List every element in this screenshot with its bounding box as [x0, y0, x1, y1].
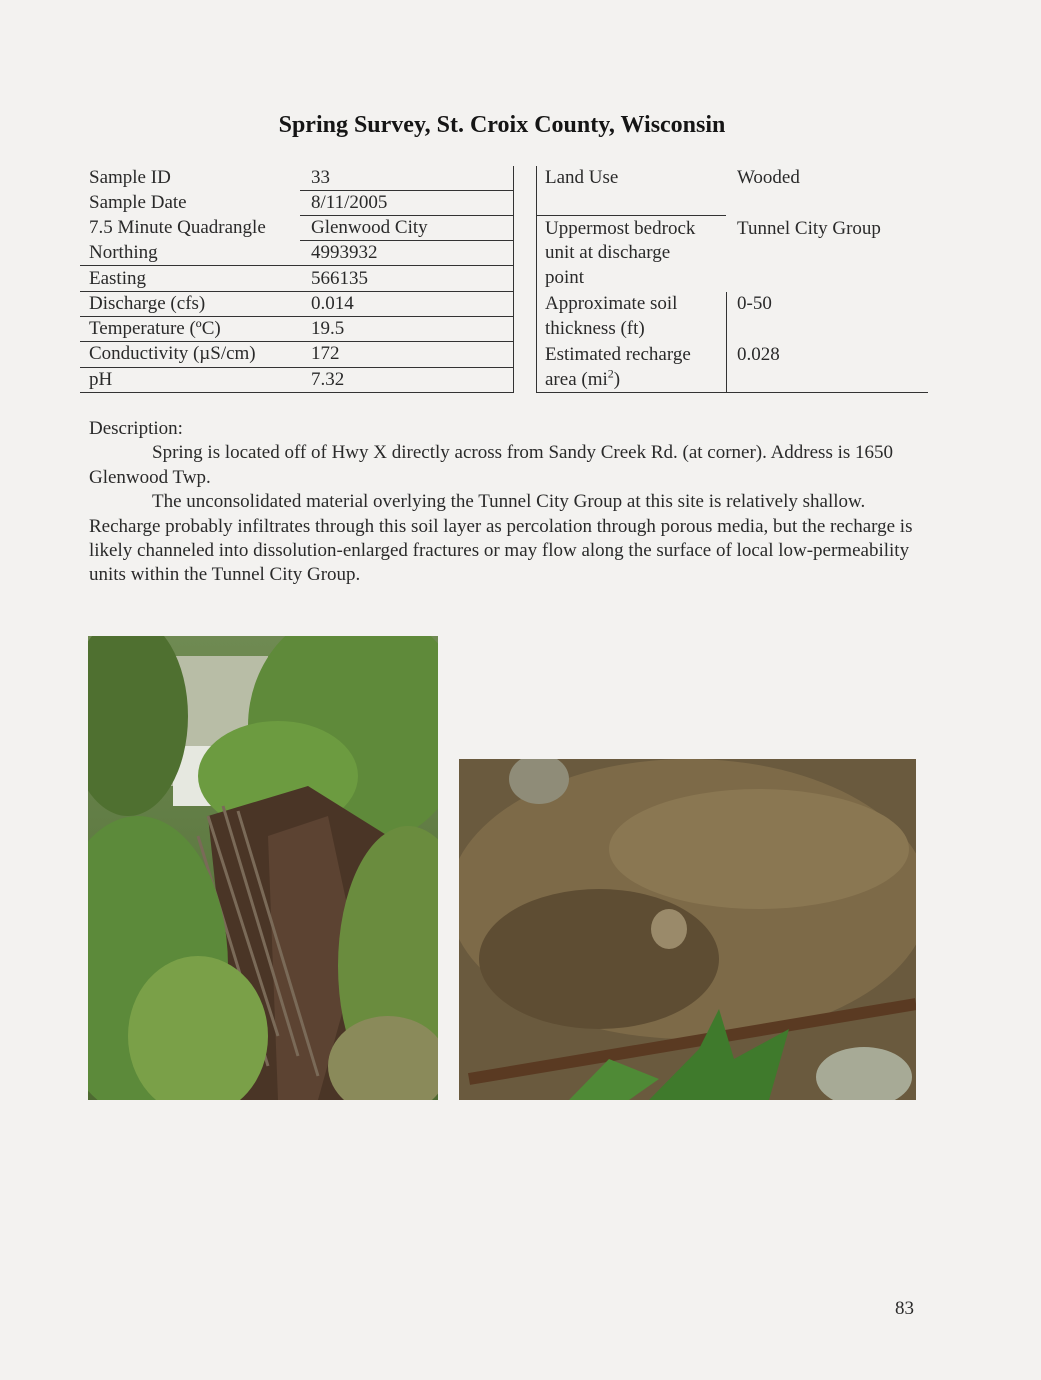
rule — [300, 190, 513, 191]
row-value-quadrangle: Glenwood City — [311, 217, 428, 238]
land-use-label: Land Use — [545, 167, 619, 188]
bedrock-value: Tunnel City Group — [737, 218, 881, 239]
row-value-temperature: 19.5 — [311, 318, 345, 339]
recharge-label-line: Estimated recharge — [545, 344, 691, 365]
recharge-value: 0.028 — [737, 344, 780, 365]
rule — [300, 240, 513, 241]
row-label-ph: pH — [89, 369, 113, 390]
rule — [80, 341, 513, 342]
page-title: Spring Survey, St. Croix County, Wisconsin — [278, 112, 726, 138]
row-label-discharge: Discharge (cfs) — [89, 293, 206, 314]
row-label-quadrangle: 7.5 Minute Quadrangle — [89, 217, 266, 238]
row-value-ph: 7.32 — [311, 369, 345, 390]
bedrock-label-line: Uppermost bedrock — [545, 218, 696, 239]
page-number: 83 — [895, 1298, 914, 1319]
row-value-discharge: 0.014 — [311, 293, 354, 314]
description-paragraph: Spring is located off of Hwy X directly across from Sandy Creek Rd. (at corner). Address is 1650 Glenwood Twp. — [89, 442, 894, 488]
rule — [536, 392, 928, 393]
column-divider — [536, 166, 537, 393]
bedrock-label-line: unit at discharge — [545, 242, 671, 263]
rule — [80, 265, 513, 266]
superscript: 2 — [607, 366, 614, 381]
rule — [300, 215, 513, 216]
description-heading: Description: — [89, 418, 183, 439]
rule — [80, 367, 513, 368]
row-label-temperature: Temperature (ºC) — [89, 318, 221, 339]
row-value-conductivity: 172 — [311, 343, 340, 364]
row-value-sample-id: 33 — [311, 167, 330, 188]
row-label-northing: Northing — [89, 242, 158, 263]
rule — [80, 392, 513, 393]
description-section — [89, 417, 919, 588]
row-label-easting: Easting — [89, 268, 146, 289]
row-label-sample-id: Sample ID — [89, 167, 171, 188]
row-value-sample-date: 8/11/2005 — [311, 192, 388, 213]
soil-label-line: Approximate soil — [545, 293, 678, 314]
land-use-value: Wooded — [737, 167, 800, 188]
rule — [80, 316, 513, 317]
spring-channel-photo — [88, 636, 438, 1100]
description-paragraph: The unconsolidated material overlying the Tunnel City Group at this site is relatively shallow. Recharge probably infiltrates through this soil layer as percolation through porous media, but the recharge is likely channeled into dissolution-enlarged fractures or may flow along the surface of local low-permeability units within the Tunnel City Group. — [89, 491, 913, 586]
column-divider — [513, 166, 514, 393]
row-label-sample-date: Sample Date — [89, 192, 187, 213]
spring-outflow-photo — [459, 759, 916, 1100]
soil-value: 0-50 — [737, 293, 772, 314]
rule — [80, 291, 513, 292]
column-divider — [726, 292, 727, 393]
row-label-conductivity: Conductivity (µS/cm) — [89, 343, 256, 364]
row-value-northing: 4993932 — [311, 242, 378, 263]
soil-label-line: thickness (ft) — [545, 318, 645, 339]
row-value-easting: 566135 — [311, 268, 368, 289]
recharge-label-line: area $(mi^2)$ — [545, 366, 621, 390]
bedrock-label-line: point — [545, 267, 585, 288]
rule — [536, 215, 726, 216]
